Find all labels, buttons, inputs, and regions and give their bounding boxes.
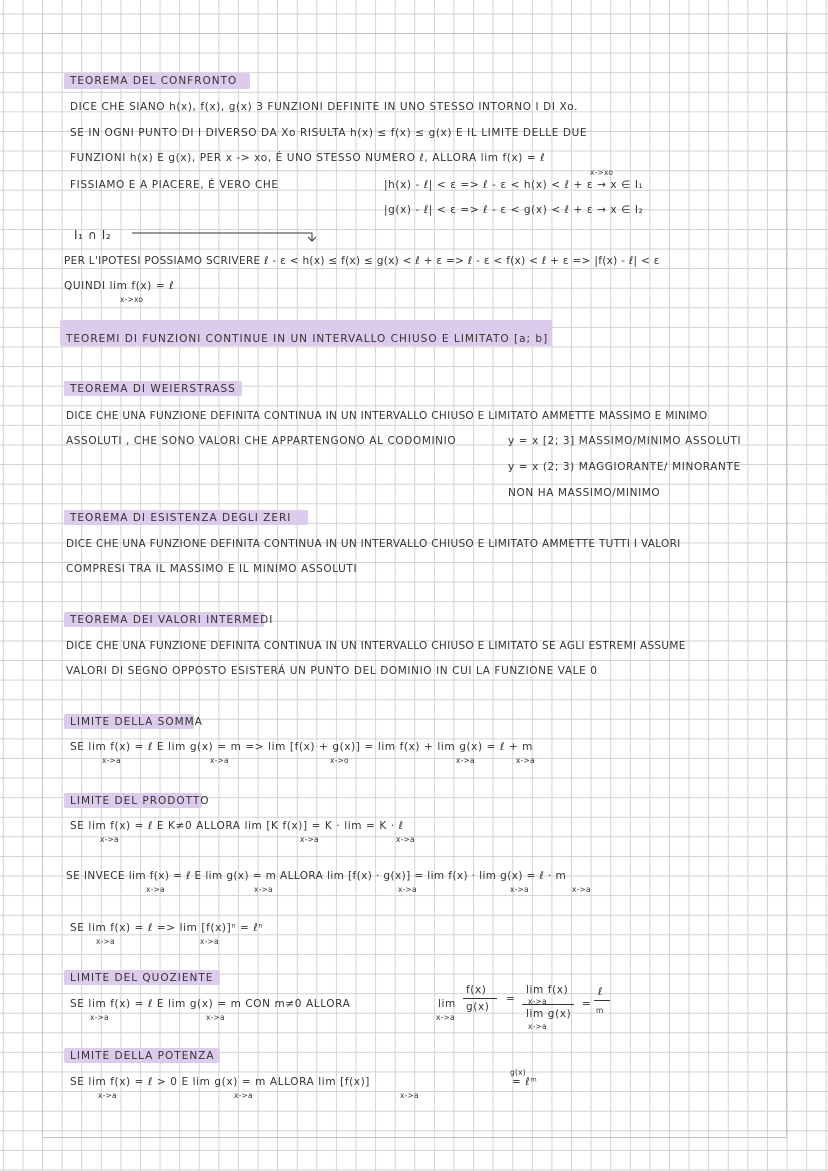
formula-line: |h(x) - ℓ| < ε => ℓ - ε < h(x) < ℓ + ε → x ∈ I₁ [384, 179, 644, 191]
limit-subscript: x->a [396, 835, 415, 844]
section-title-intermedi: TEOREMA DEI VALORI INTERMEDI [70, 614, 274, 626]
arrow-icon [72, 229, 316, 243]
limit-subscript: x->a [102, 756, 121, 765]
section-title-confronto: TEOREMA DEL CONFRONTO [70, 75, 238, 87]
example-line: NON HA MASSIMO/MINIMO [508, 487, 661, 499]
section-title-continue: TEOREMI DI FUNZIONI CONTINUE IN UN INTERVALLO CHIUSO E LIMITATO [a; b] [66, 333, 549, 345]
limit-subscript: x->a [200, 937, 219, 946]
formula-line: SE lim f(x) = ℓ > 0 E lim g(x) = m ALLORA lim [f(x)] [70, 1076, 370, 1088]
limit-symbol: lim [438, 998, 456, 1010]
limit-subscript: x->a [436, 1013, 455, 1022]
limit-subscript: x->a [300, 835, 319, 844]
limit-subscript: x->a [510, 885, 529, 894]
fraction-numerator: f(x) [466, 984, 487, 996]
limit-subscript: x->a [398, 885, 417, 894]
formula-line: SE INVECE lim f(x) = ℓ E lim g(x) = m ALLORA lim [f(x) · g(x)] = lim f(x) · lim g(x) = ℓ · m [66, 870, 567, 882]
formula-line: |g(x) - ℓ| < ε => ℓ - ε < g(x) < ℓ + ε → x ∈ I₂ [384, 204, 644, 216]
limit-subscript: x->a [206, 1013, 225, 1022]
limit-subscript: x->a [456, 756, 475, 765]
limit-subscript: x->a [516, 756, 535, 765]
limit-subscript: x->a [234, 1091, 253, 1100]
limit-subscript: x->o [330, 756, 349, 765]
example-line: y = x (2; 3) MAGGIORANTE/ MINORANTE [508, 461, 741, 473]
limit-subscript: x->xo [120, 295, 144, 304]
formula-line: SE lim f(x) = ℓ E K≠0 ALLORA lim [K f(x)] = K · lim = K · ℓ [70, 820, 404, 832]
limit-subscript: x->a [90, 1013, 109, 1022]
limit-subscript: x->a [210, 756, 229, 765]
limit-subscript: x->a [146, 885, 165, 894]
text-line: SE IN OGNI PUNTO DI I DIVERSO DA Xo RISULTA h(x) ≤ f(x) ≤ g(x) E IL LIMITE DELLE DUE [70, 127, 588, 139]
fraction-denominator: g(x) [466, 1001, 490, 1013]
section-title-zeri: TEOREMA DI ESISTENZA DEGLI ZERI [70, 512, 292, 524]
fraction-numerator: lim f(x) [526, 984, 569, 996]
section-title-weierstrass: TEOREMA DI WEIERSTRASS [70, 383, 236, 395]
text-line: DICE CHE UNA FUNZIONE DEFINITA CONTINUA IN UN INTERVALLO CHIUSO E LIMITATO AMMETTE TUTTI I VALORI [66, 538, 681, 550]
intersection-label: I₁ ∩ I₂ [74, 228, 112, 242]
limit-subscript: x->a [100, 835, 119, 844]
fraction-denominator: m [596, 1006, 604, 1015]
limit-subscript: x->a [400, 1091, 419, 1100]
section-title-somma: LIMITE DELLA SOMMA [70, 716, 203, 728]
limit-subscript: x->a [98, 1091, 117, 1100]
fraction-bar [594, 1000, 610, 1001]
text-line: DICE CHE SIANO h(x), f(x), g(x) 3 FUNZIONI DEFINITE IN UNO STESSO INTORNO I DI Xo. [70, 101, 579, 113]
exponent: g(x) [510, 1068, 526, 1077]
equals-sign: = [506, 993, 516, 1005]
text-line: DICE CHE UNA FUNZIONE DEFINITA CONTINUA IN UN INTERVALLO CHIUSO E LIMITATO AMMETTE MASSIMO E MINIMO [66, 410, 708, 422]
text-line: PER L'IPOTESI POSSIAMO SCRIVERE ℓ - ε < h(x) ≤ f(x) ≤ g(x) < ℓ + ε => ℓ - ε < f(x) < ℓ + ε => |f(x) - ℓ| < ε [64, 255, 660, 267]
limit-subscript: x->a [528, 1022, 547, 1031]
formula-line: SE lim f(x) = ℓ E lim g(x) = m => lim [f(x) + g(x)] = lim f(x) + lim g(x) = ℓ + m [70, 741, 533, 753]
text-line: QUINDI lim f(x) = ℓ [64, 280, 175, 292]
limit-subscript: x->xo [590, 168, 614, 177]
text-line: COMPRESI TRA IL MASSIMO E IL MINIMO ASSOLUTI [66, 563, 358, 575]
formula-line: SE lim f(x) = ℓ => lim [f(x)]ⁿ = ℓⁿ [70, 922, 264, 934]
fraction-numerator: ℓ [598, 986, 603, 998]
section-title-potenza: LIMITE DELLA POTENZA [70, 1050, 215, 1062]
limit-subscript: x->a [528, 997, 547, 1006]
text-line: FUNZIONI h(x) E g(x), PER x -> xo, É UNO STESSO NUMERO ℓ, ALLORA lim f(x) = ℓ [70, 152, 546, 164]
example-line: y = x [2; 3] MASSIMO/MINIMO ASSOLUTI [508, 435, 742, 447]
fraction-bar [463, 998, 497, 999]
fraction-bar [522, 1004, 574, 1005]
fraction-denominator: lim g(x) [526, 1008, 572, 1020]
formula-line: SE lim f(x) = ℓ E lim g(x) = m CON m≠0 ALLORA [70, 998, 351, 1010]
limit-subscript: x->a [572, 885, 591, 894]
formula-result: = ℓᵐ [512, 1076, 538, 1088]
limit-subscript: x->a [254, 885, 273, 894]
text-line: ASSOLUTI , CHE SONO VALORI CHE APPARTENGONO AL CODOMINIO [66, 435, 457, 447]
text-line: FISSIAMO E A PIACERE, É VERO CHE [70, 179, 279, 191]
equals-sign: = [582, 998, 592, 1010]
text-line: DICE CHE UNA FUNZIONE DEFINITA CONTINUA IN UN INTERVALLO CHIUSO E LIMITATO SE AGLI ESTREMI ASSUME [66, 640, 686, 652]
limit-subscript: x->a [96, 937, 115, 946]
section-title-quoziente: LIMITE DEL QUOZIENTE [70, 972, 214, 984]
text-line: VALORI DI SEGNO OPPOSTO ESISTERÁ UN PUNTO DEL DOMINIO IN CUI LA FUNZIONE VALE 0 [66, 665, 598, 677]
section-title-prodotto: LIMITE DEL PRODOTTO [70, 795, 210, 807]
